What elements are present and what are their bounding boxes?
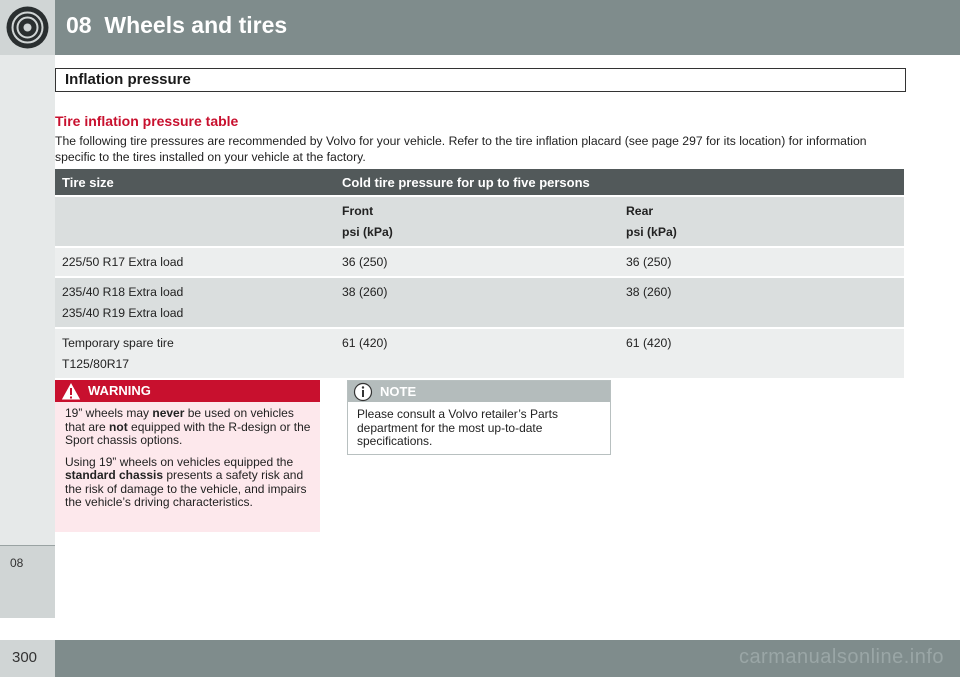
info-circle-icon [353,382,373,402]
section-title-box [55,68,906,92]
warning-box [55,380,320,532]
table-cell [335,278,619,327]
front-pressure: 36 (250) [342,255,388,269]
col-tire-size-header: Tire size [55,169,335,195]
tire-icon [0,0,55,55]
text-run: 19” wheels may [65,406,153,420]
table-cell [335,329,619,378]
tire-pressure-table [55,167,904,380]
rear-label: Rear [626,204,654,218]
table-cell [55,248,335,276]
emphasis: not [109,419,128,434]
note-box [347,380,611,455]
front-pressure: 38 (260) [342,285,388,299]
table-cell [335,248,619,276]
watermark: carmanualsonline.info [738,646,944,668]
chapter-name: Wheels and tires [104,12,288,38]
warning-paragraph [65,407,315,448]
table-row [55,248,904,276]
table-subheader-row [55,197,904,246]
table-cell [55,329,335,378]
table-cell [619,197,904,246]
tire-size: T125/80R17 [62,357,130,371]
subsection-title: Tire inflation pressure table [55,113,239,129]
table-cell [335,197,619,246]
page-footer [0,640,960,677]
note-body [357,408,605,457]
emphasis: standard chassis [65,468,164,482]
tire-size: Temporary spare tire [62,336,174,350]
warning-body [65,407,315,518]
rear-unit: psi (kPa) [626,225,677,239]
text-run: presents a safety risk and the risk of damage to the vehicle, and impairs the vehicle’s driving characteristics. [65,468,307,509]
side-tab-label: 08 [10,556,24,570]
tire-size: 235/40 R19 Extra load [62,306,184,320]
warning-triangle-icon [60,381,82,401]
chapter-title [66,12,287,39]
rear-pressure: 38 (260) [626,285,672,299]
table-cell [619,278,904,327]
note-label: NOTE [380,384,417,399]
chapter-number: 08 [66,12,92,38]
table-row [55,329,904,378]
note-header [348,381,610,402]
warning-paragraph [65,456,315,510]
table-row [55,278,904,327]
tire-size: 235/40 R18 Extra load [62,285,184,299]
table-cell [619,329,904,378]
side-tab-number [0,545,55,618]
text-run: be used on vehicles that are [65,406,294,434]
rear-pressure: 61 (420) [626,336,672,350]
table-cell [55,278,335,327]
table-cell [55,197,335,246]
section-title: Inflation pressure [65,71,191,88]
intro-paragraph: The following tire pressures are recommended by Volvo for your vehicle. Refer to the tire inflation placard (see page 297 for its location) for information specific to the tires installed on your vehicle at the factory. [55,134,867,164]
emphasis: never [152,406,185,420]
page-number: 300 [12,649,38,666]
chapter-icon-box [0,0,55,55]
warning-label: WARNING [88,383,151,398]
rear-pressure: 36 (250) [626,255,672,269]
chapter-header [0,0,960,55]
warning-header [55,380,320,402]
front-pressure: 61 (420) [342,336,388,350]
page-number-box [0,640,55,677]
text-run: equipped with the R-design or the Sport chassis options. [65,419,311,447]
table-header-row [55,169,904,195]
side-tab [0,55,55,617]
note-text: Please consult a Volvo retailer’s Parts department for the most up-to-date specifications. [357,407,558,448]
tire-size: 225/50 R17 Extra load [62,255,184,269]
table-cell [619,248,904,276]
text-run: Using 19” wheels on vehicles equipped the [65,454,294,469]
col-pressure-header: Cold tire pressure for up to five persons [335,169,904,195]
front-label: Front [342,204,374,218]
front-unit: psi (kPa) [342,225,393,239]
